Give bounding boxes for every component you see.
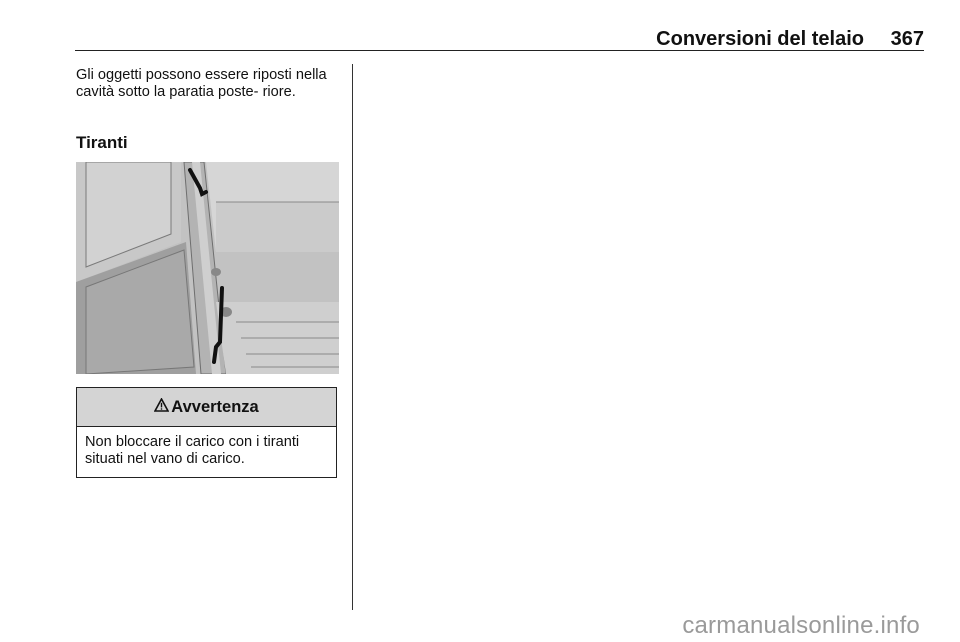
intro-paragraph: Gli oggetti possono essere riposti nella cavità sotto la paratia poste- riore.: [76, 67, 327, 100]
page-header: [75, 28, 924, 51]
watermark: carmanualsonline.info: [682, 612, 920, 639]
warning-title: Avvertenza: [171, 397, 259, 416]
column-divider: [352, 64, 353, 610]
warning-body: Non bloccare il carico con i tiranti situati nel vano di carico.: [85, 434, 300, 467]
warning-box: [76, 387, 337, 478]
page-number: 367: [890, 28, 924, 50]
section-title: Conversioni del telaio: [656, 28, 864, 50]
cargo-tie-rod-illustration: [76, 162, 339, 374]
section-heading: Tiranti: [76, 133, 128, 152]
warning-header: [77, 388, 336, 427]
warning-triangle-icon: [154, 398, 169, 417]
